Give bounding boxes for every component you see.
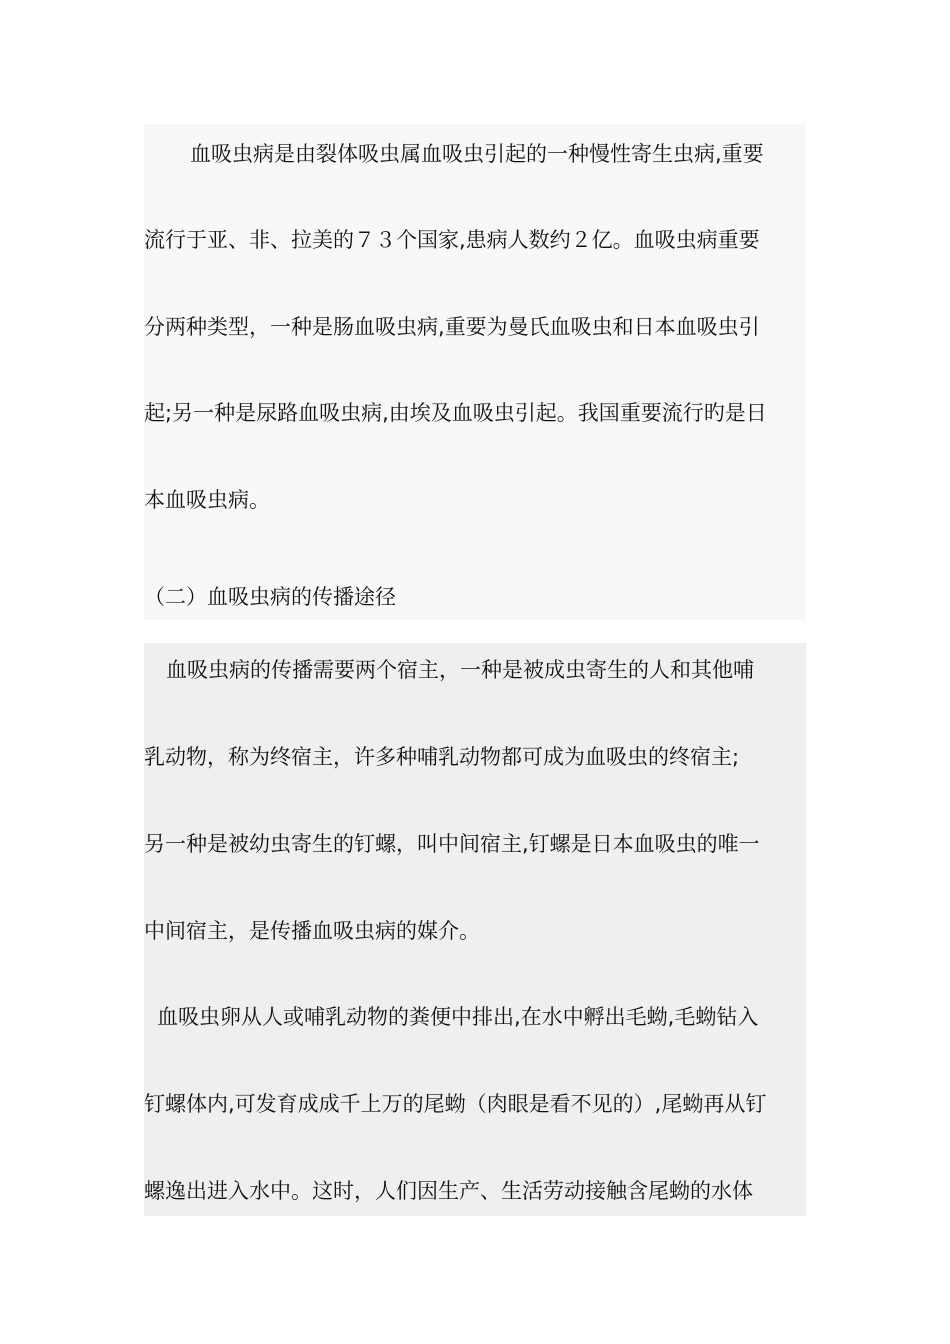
paragraph-line: 起;另一种是尿路血吸虫病,由埃及血吸虫引起。我国重要流行旳是日 bbox=[144, 401, 767, 425]
paragraph-line: 螺逸出进入水中。这时，人们因生产、生活劳动接触含尾蚴的水体 bbox=[144, 1179, 753, 1203]
paragraph-line: 钉螺体内,可发育成成千上万的尾蚴（肉眼是看不见的）,尾蚴再从钉 bbox=[144, 1092, 767, 1116]
section-heading: （二）血吸虫病的传播途径 bbox=[144, 585, 396, 609]
paragraph-line: 乳动物，称为终宿主，许多种哺乳动物都可成为血吸虫的终宿主; bbox=[144, 745, 740, 769]
paragraph-line: 中间宿主，是传播血吸虫病的媒介。 bbox=[144, 919, 480, 943]
paragraph-line: 血吸虫卵从人或哺乳动物的粪便中排出,在水中孵出毛蚴,毛蚴钻入 bbox=[157, 1005, 759, 1029]
paragraph-line: 本血吸虫病。 bbox=[144, 488, 270, 512]
paragraph-line: 血吸虫病的传播需要两个宿主，一种是被成虫寄生的人和其他哺 bbox=[166, 658, 754, 682]
paragraph-line: 流行于亚、非、拉美的７３个国家,患病人数约２亿。血吸虫病重要 bbox=[144, 228, 760, 252]
paragraph-line: 另一种是被幼虫寄生的钉螺，叫中间宿主,钉螺是日本血吸虫的唯一 bbox=[144, 832, 760, 856]
paragraph-line: 分两种类型，一种是肠血吸虫病,重要为曼氏血吸虫和日本血吸虫引 bbox=[144, 315, 760, 339]
intro-section bbox=[144, 124, 806, 620]
transmission-section bbox=[144, 643, 806, 1216]
paragraph-line: 血吸虫病是由裂体吸虫属血吸虫引起的一种慢性寄生虫病,重要 bbox=[190, 142, 764, 166]
